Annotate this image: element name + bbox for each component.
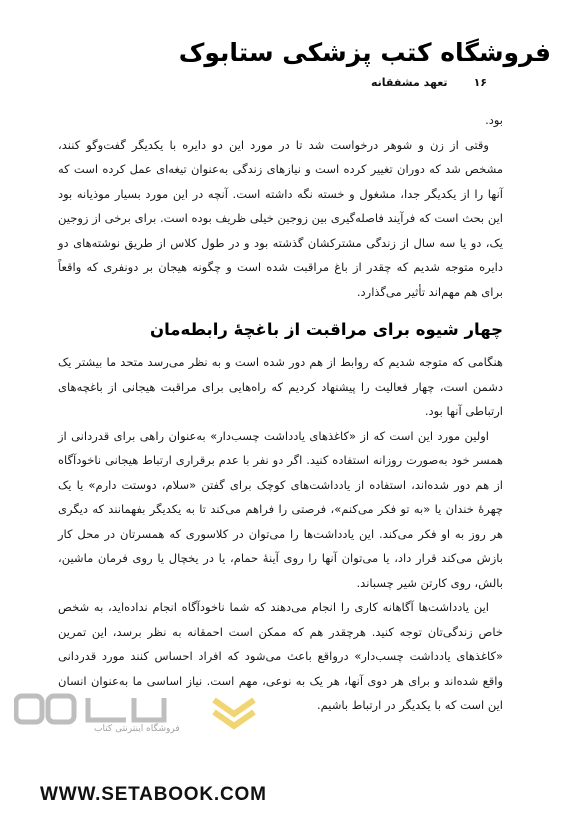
chapter-title: تعهد مشفقانه bbox=[371, 76, 448, 89]
site-url[interactable]: WWW.SETABOOK.COM bbox=[40, 784, 267, 805]
section-heading: چهار شیوه برای مراقبت از باغچهٔ رابطه‌مان bbox=[149, 320, 503, 339]
page-body bbox=[58, 108, 503, 718]
page-number: ۱۶ bbox=[473, 76, 487, 89]
setabook-logo-watermark bbox=[14, 690, 324, 750]
paragraph-1: بود. bbox=[485, 113, 503, 127]
paragraph-5: این یادداشت‌ها آگاهانه کاری را انجام می‌دهند که شما ناخودآگاه انجام نداده‌اید، به شخص خاص زندگی‌تان توجه کنید. هرچقدر هم که ممکن است احمقانه به نظر برسد، این تمرین «کاغذهای یادداشت چسب‌دار» درواقع باعث می‌شود که افراد احساس کنند مورد قدردانی واقع شده‌اند و برای هر دوی آنها، هر یک به نوعی، مهم است. نیاز اساسی ما به‌عنوان انسان این است که با یکدیگر در ارتباط باشیم. bbox=[58, 600, 503, 712]
setabook-logo-icon bbox=[14, 690, 324, 750]
running-head bbox=[371, 76, 487, 89]
watermark-tagline: فروشگاه اینترنتی کتاب bbox=[94, 724, 180, 734]
paragraph-2: وقتی از زن و شوهر درخواست شد تا در مورد این دو دایره با یکدیگر گفت‌وگو کنند، مشخص شد که دوران تغییر کرده است و نیازهای زندگی به‌عنوان تیغه‌ای عمل کرده است که آنها را از یکدیگر جدا، مشغول و خسته نگه داشته است. آنچه در این مورد بسیار موذیانه بود این بحث است که فرآیند فاصله‌گیری بین زوجین خیلی ظریف بوده است. برای برخی از زوجین یک، دو یا سه سال از زندگی مشترکشان گذشته بود و در طول کلاس از طریق نوشته‌های دو دایره متوجه شدیم که چقدر از باغ مراقبت شده است و چگونه هیجان بر دونفری که واقعاً برای هم مهم‌اند تأثیر می‌گذارد. bbox=[58, 137, 503, 299]
store-title: فروشگاه کتب پزشکی ستابوک bbox=[178, 38, 551, 67]
paragraph-3: هنگامی که متوجه شدیم که روابط از هم دور شده است و به نظر می‌رسد متحد ما بیشتر یک دشمن است، چهار فعالیت را پیشنهاد کردیم که راه‌هایی برای مراقبت هیجانی از باغچه‌های ارتباطی آنها بود. bbox=[58, 355, 503, 418]
paragraph-4: اولین مورد این است که از «کاغذهای یادداشت چسب‌دار» به‌عنوان راهی برای قدردانی از همسر خود به‌صورت روزانه استفاده کنید. اگر دو نفر با عدم برقراری ارتباط هیجانی ناخودآگاه از هم دور شده‌اند، استفاده از یادداشت‌های کوچک برای گفتن «سلام، دوستت دارم» یا یک چهرهٔ خندان یا «به تو فکر می‌کنم»، فرصتی را فراهم می‌کند تا به یکدیگر بفهمانند که دیگری هر روز به او فکر می‌کند. این یادداشت‌ها را می‌توان در کلاسوری که همسرتان در محل کار بازش می‌کند قرار داد، یا می‌توان آنها را روی آینهٔ حمام، یا در یخچال یا روی فرمان ماشین، بالش، روی کارتن شیر چسباند. bbox=[58, 428, 503, 590]
